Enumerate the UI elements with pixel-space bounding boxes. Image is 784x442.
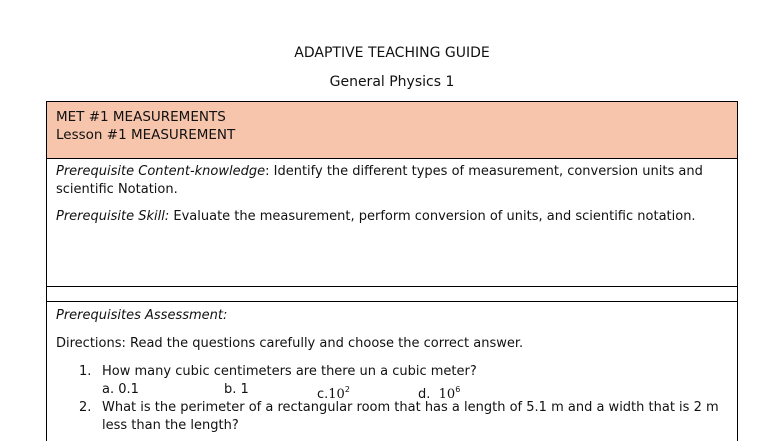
met-heading: MET #1 MEASUREMENTS: [56, 109, 226, 125]
prerequisite-skill-paragraph: [56, 208, 728, 226]
prerequisites-cell: [47, 159, 737, 287]
option-b: b. 1: [224, 382, 249, 397]
question-2: [56, 399, 728, 435]
option-d-exponent: 6: [455, 385, 461, 394]
lesson-heading: Lesson #1 MEASUREMENT: [56, 127, 236, 143]
option-c-prefix: c.: [317, 387, 329, 402]
assessment-label: Prerequisites Assessment:: [56, 308, 228, 323]
assessment-label-line: [56, 307, 728, 325]
document-title: ADAPTIVE TEACHING GUIDE: [294, 45, 490, 61]
prerequisite-skill-label: Prerequisite Skill:: [56, 209, 170, 224]
option-c-exponent: 2: [344, 385, 350, 394]
answer-options: [102, 381, 728, 402]
question-1: [56, 363, 728, 402]
lesson-table: [46, 101, 738, 441]
prerequisite-content-label: Prerequisite Content-knowledge: [56, 164, 266, 179]
question-text: How many cubic centimeters are there un a cubic meter?: [102, 364, 477, 379]
directions-text: Directions: Read the questions carefully and choose the correct answer.: [56, 336, 524, 351]
question-number: 1.: [79, 364, 92, 379]
assessment-cell: [47, 302, 737, 442]
document-subtitle: General Physics 1: [329, 74, 455, 90]
empty-row: [47, 287, 737, 302]
option-d-prefix: d.: [418, 387, 431, 402]
lesson-header-cell: [47, 102, 737, 159]
prerequisite-skill-text: Evaluate the measurement, perform conversion of units, and scientific notation.: [169, 209, 696, 224]
question-number: 2.: [79, 400, 92, 415]
option-c-base: 10: [328, 387, 345, 402]
option-a: a. 0.1: [102, 382, 139, 397]
question-text: What is the perimeter of a rectangular room that has a length of 5.1 m and a width that is 2 m less than the length?: [102, 400, 719, 433]
prerequisite-content-text: : Identify the different types of measurement, conversion units and scientific Notation.: [56, 164, 703, 197]
prerequisite-content-paragraph: [56, 163, 728, 199]
option-d-base: 10: [438, 387, 456, 402]
